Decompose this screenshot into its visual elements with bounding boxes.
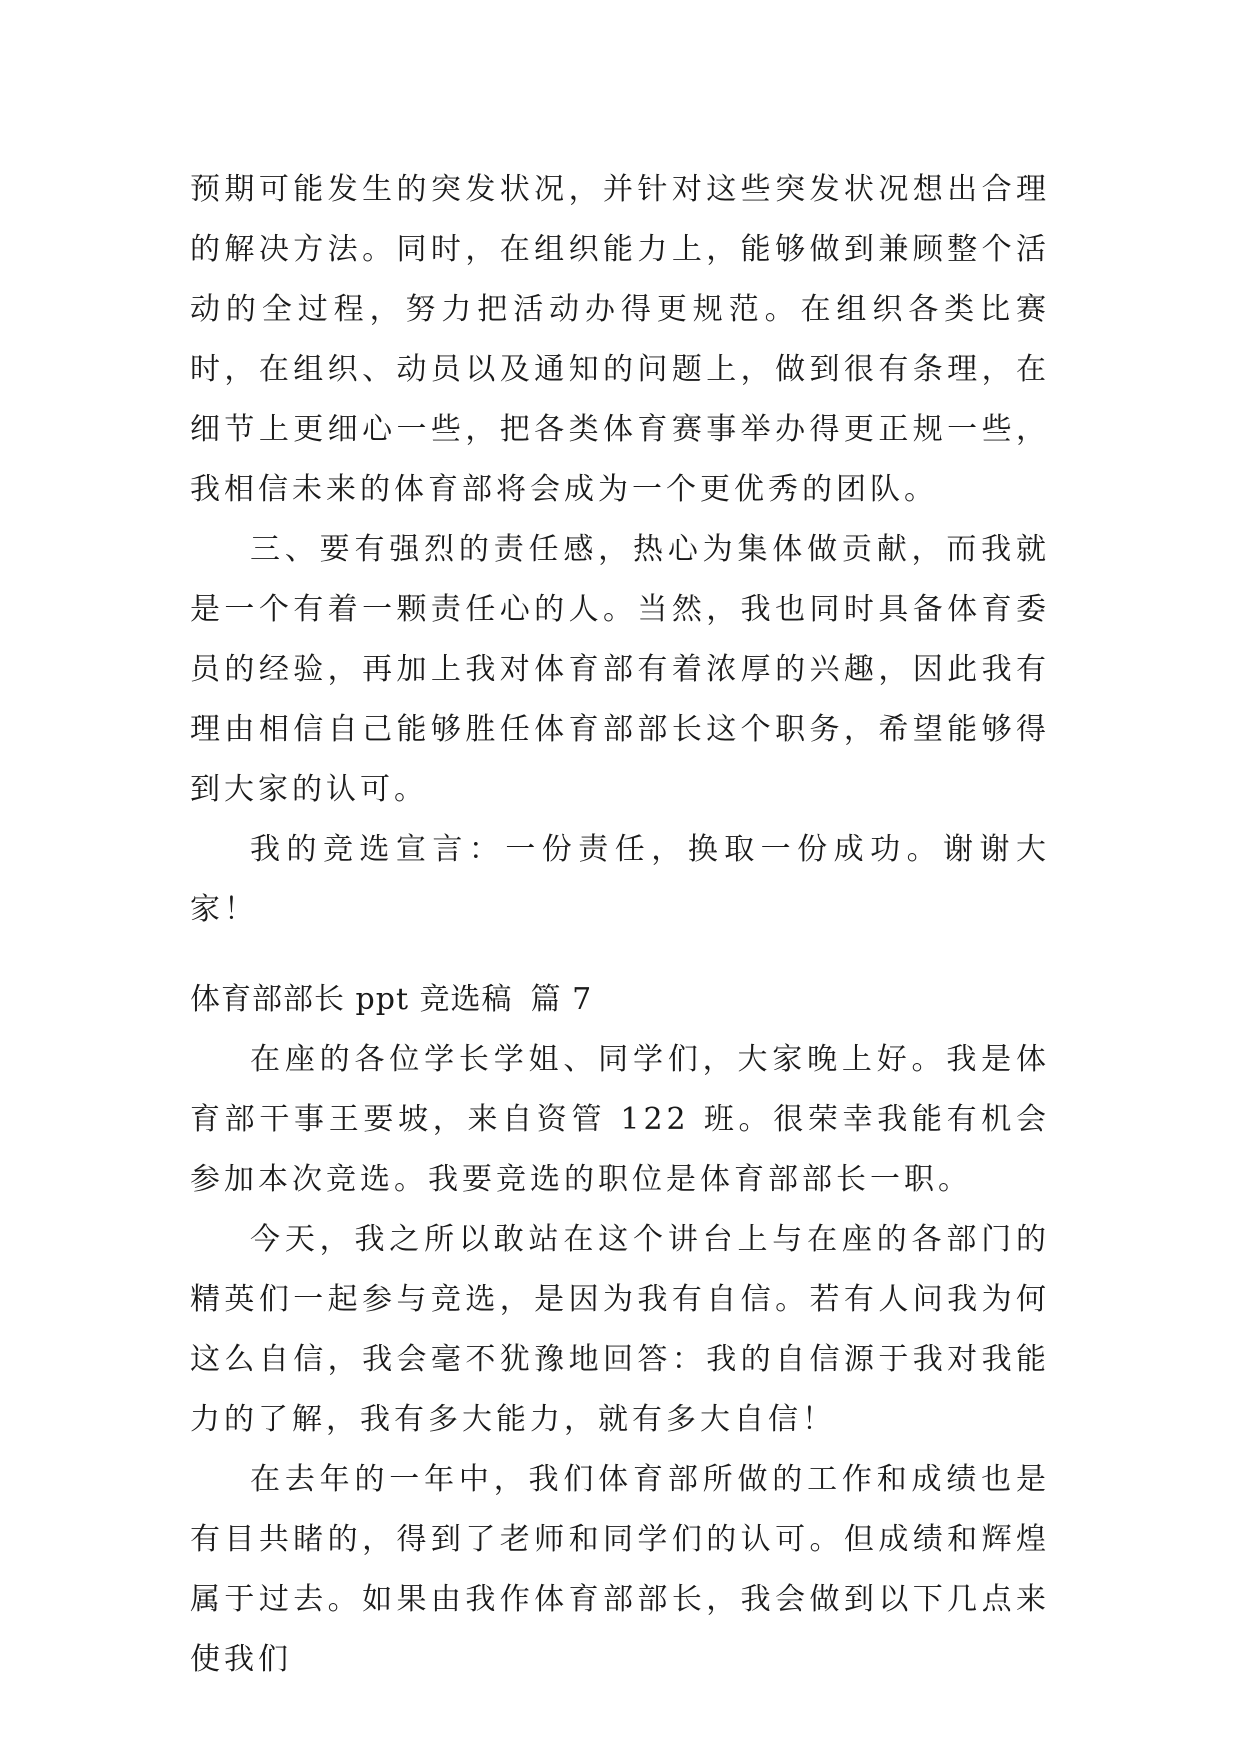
section-heading [190, 970, 1050, 1030]
section-number: 篇 7 [530, 982, 593, 1017]
document-body [190, 160, 1050, 1690]
paragraph-past-year: 在去年的一年中，我们体育部所做的工作和成绩也是有目共睹的，得到了老师和同学们的认可。但成绩和辉煌属于过去。如果由我作体育部部长，我会做到以下几点来使我们 [190, 1462, 1050, 1677]
paragraph-continuation: 预期可能发生的突发状况，并针对这些突发状况想出合理的解决方法。同时，在组织能力上，能够做到兼顾整个活动的全过程，努力把活动办得更规范。在组织各类比赛时，在组织、动员以及通知的问题上，做到很有条理，在细节上更细心一些，把各类体育赛事举办得更正规一些，我相信未来的体育部将会成为一个更优秀的团队。 [190, 172, 1050, 507]
paragraph-greeting: 在座的各位学长学姐、同学们，大家晚上好。我是体育部干事王要坡，来自资管 122 班。很荣幸我能有机会参加本次竞选。我要竞选的职位是体育部部长一职。 [190, 1042, 1050, 1197]
paragraph-responsibility: 三、要有强烈的责任感，热心为集体做贡献，而我就是一个有着一颗责任心的人。当然，我也同时具备体育委员的经验，再加上我对体育部有着浓厚的兴趣，因此我有理由相信自己能够胜任体育部部长这个职务，希望能够得到大家的认可。 [190, 532, 1050, 807]
section-title: 体育部部长 ppt 竞选稿 [190, 982, 513, 1017]
paragraph-campaign-slogan: 我的竞选宣言：一份责任，换取一份成功。谢谢大家！ [190, 832, 1050, 927]
paragraph-confidence: 今天，我之所以敢站在这个讲台上与在座的各部门的精英们一起参与竞选，是因为我有自信。若有人问我为何这么自信，我会毫不犹豫地回答：我的自信源于我对我能力的了解，我有多大能力，就有多大自信！ [190, 1222, 1050, 1437]
